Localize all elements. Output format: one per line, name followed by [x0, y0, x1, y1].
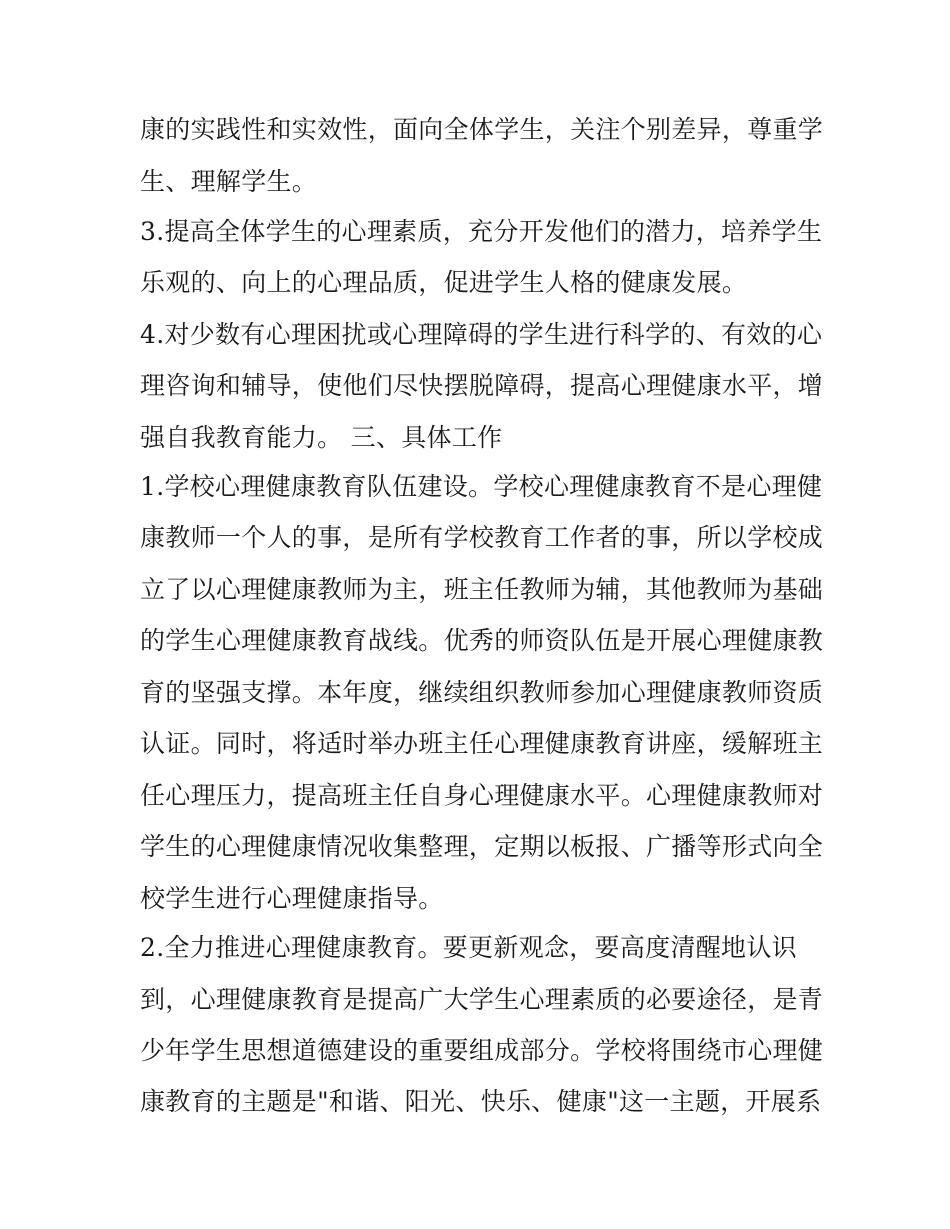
- text-line: 1.学校心理健康教育队伍建设。学校心理健康教育不是心理健: [140, 472, 823, 501]
- text-line: 学生的心理健康情况收集整理，定期以板报、广播等形式向全: [140, 832, 824, 861]
- text-line: 生、理解学生。: [140, 167, 318, 196]
- text-line: 育的坚强支撑。本年度，继续组织教师参加心理健康教师资质: [140, 678, 824, 707]
- text-line: 康教育的主题是"和谐、阳光、快乐、健康"这一主题，开展系: [140, 1087, 822, 1116]
- text-line: 到，心理健康教育是提高广大学生心理素质的必要途径，是青: [140, 985, 824, 1014]
- text-line: 乐观的、向上的心理品质，促进学生人格的健康发展。: [140, 268, 748, 297]
- text-line: 立了以心理健康教师为主，班主任教师为辅，其他教师为基础: [140, 575, 824, 604]
- text-line: 认证。同时，将适时举办班主任心理健康教育讲座，缓解班主: [140, 729, 824, 758]
- text-line: 2.全力推进心理健康教育。要更新观念，要高度清醒地认识: [140, 933, 797, 962]
- text-line: 的学生心理健康教育战线。优秀的师资队伍是开展心理健康教: [140, 626, 824, 655]
- text-line: 少年学生思想道德建设的重要组成部分。学校将围绕市心理健: [140, 1036, 824, 1065]
- text-line: 康的实践性和实效性，面向全体学生，关注个别差异，尊重学: [140, 115, 824, 144]
- text-line: 4.对少数有心理困扰或心理障碍的学生进行科学的、有效的心: [140, 320, 823, 349]
- text-line: 3.提高全体学生的心理素质，充分开发他们的潜力，培养学生: [140, 217, 823, 246]
- text-line: 校学生进行心理健康指导。: [140, 884, 444, 913]
- text-line: 康教师一个人的事，是所有学校教育工作者的事，所以学校成: [140, 523, 824, 552]
- text-line: 强自我教育能力。 三、具体工作: [140, 423, 503, 452]
- text-line: 理咨询和辅导，使他们尽快摆脱障碍，提高心理健康水平，增: [140, 371, 824, 400]
- text-line: 任心理压力，提高班主任自身心理健康水平。心理健康教师对: [140, 781, 824, 810]
